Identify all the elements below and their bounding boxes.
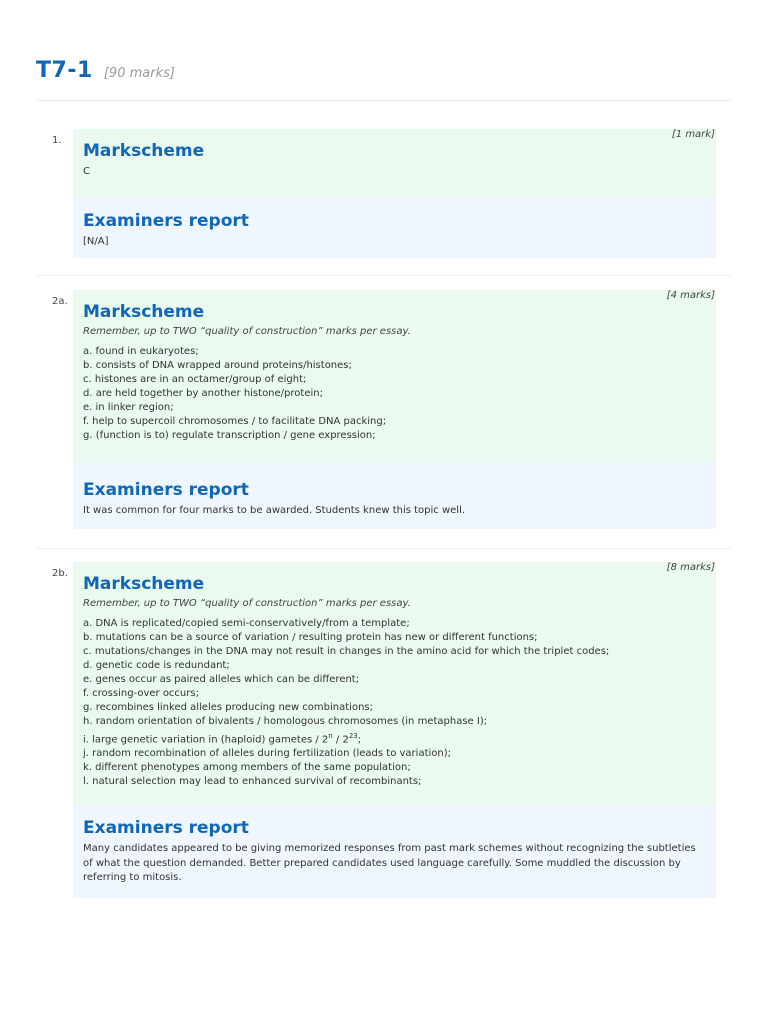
examiners-report-section [73,804,716,898]
markscheme-line: e. in linker region; [83,402,174,413]
markscheme-line: c. histones are in an octamer/group of eight; [83,374,307,385]
markscheme-note: Remember, up to TWO “quality of construction” marks per essay. [83,598,411,609]
question-number: 1. [52,135,62,146]
markscheme-line: b. mutations can be a source of variation / resulting protein has new or different functions; [83,632,538,643]
markscheme-line: C [83,166,90,177]
markscheme-line: k. different phenotypes among members of the same population; [83,762,411,774]
markscheme-line: h. random orientation of bivalents / homologous chromosomes (in metaphase I); [83,716,488,727]
examiners-report-title: Examiners report [83,818,249,838]
markscheme-line-i-mid: / 2 [332,734,349,746]
markscheme-section [73,562,716,804]
markscheme-section [73,129,716,197]
superscript-n: n [328,732,333,740]
markscheme-title: Markscheme [83,141,205,161]
markscheme-line: c. mutations/changes in the DNA may not result in changes in the amino acid for which the triplet codes; [83,646,610,657]
question-marks: [1 mark] [671,129,715,140]
markscheme-line: l. natural selection may lead to enhanced survival of recombinants; [83,776,422,788]
markscheme-note: Remember, up to TWO “quality of construction” marks per essay. [83,326,411,337]
markscheme-line: a. DNA is replicated/copied semi-conservatively/from a template; [83,618,410,629]
question-number: 2a. [52,296,68,307]
markscheme-line-i-end: ; [357,734,362,746]
superscript-23: 23 [348,732,358,740]
total-marks: [90 marks] [103,66,175,81]
markscheme-line: f. help to supercoil chromosomes / to facilitate DNA packing; [83,416,387,427]
examiners-report-text: It was common for four marks to be awarded. Students knew this topic well. [83,505,466,516]
question-number: 2b. [52,568,68,579]
page-title: T7-1 [36,58,93,83]
header-divider [36,100,731,101]
markscheme-line: b. consists of DNA wrapped around proteins/histones; [83,360,352,371]
markscheme-line: f. crossing-over occurs; [83,688,199,699]
markscheme-line: d. genetic code is redundant; [83,660,230,671]
markscheme-title: Markscheme [83,574,205,594]
page-header [36,58,175,83]
question-marks: [8 marks] [666,562,715,573]
examiners-report-title: Examiners report [83,211,249,231]
markscheme-line-i-text: i. large genetic variation in (haploid) gametes / 2 [83,734,329,746]
question-divider [36,275,731,276]
examiners-report-section [73,197,716,258]
markscheme-line: j. random recombination of alleles during fertilization (leads to variation); [83,748,451,760]
markscheme-line: d. are held together by another histone/protein; [83,388,323,399]
markscheme-line [83,729,706,747]
markscheme-section [73,290,716,462]
examiners-report-title: Examiners report [83,480,249,500]
examiners-report-text: [N/A] [83,236,109,247]
markscheme-line: a. found in eukaryotes; [83,346,199,357]
examiners-report-section [73,462,716,529]
markscheme-line: g. (function is to) regulate transcription / gene expression; [83,430,376,441]
question-marks: [4 marks] [666,290,715,301]
examiners-report-text: Many candidates appeared to be giving memorized responses from past mark schemes without recognizing the subtleties of what the question demanded. Better prepared candidates used language carefully. Some muddled the discussion by referring to mitosis. [83,843,696,883]
markscheme-line: g. recombines linked alleles producing new combinations; [83,702,373,713]
question-divider [36,548,731,549]
markscheme-line: e. genes occur as paired alleles which can be different; [83,674,360,685]
markscheme-title: Markscheme [83,302,205,322]
